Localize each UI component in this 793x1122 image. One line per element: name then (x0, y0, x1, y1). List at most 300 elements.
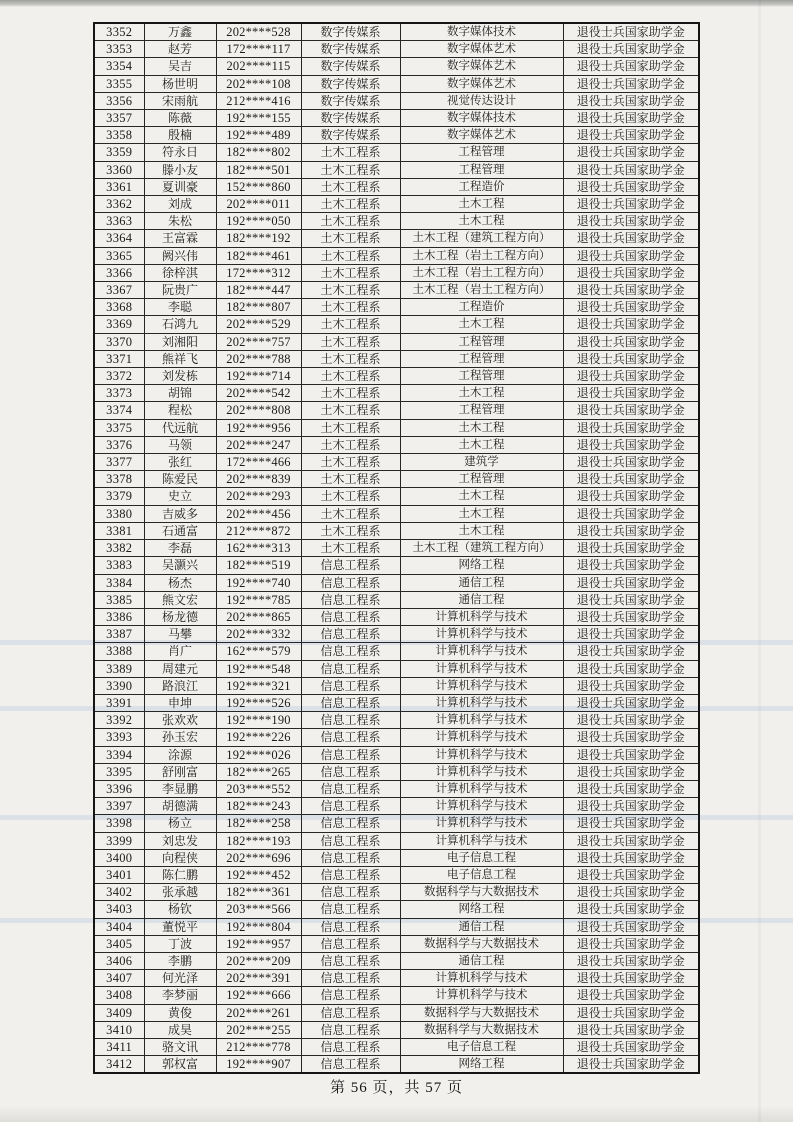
cell-name: 熊祥飞 (144, 350, 216, 367)
cell-no: 3389 (94, 660, 144, 677)
cell-major: 数据科学与大数据技术 (400, 935, 563, 952)
cell-major: 数据科学与大数据技术 (400, 1021, 563, 1038)
cell-dept: 信息工程系 (301, 557, 400, 574)
cell-sid: 192****956 (216, 419, 301, 436)
cell-dept: 土木工程系 (301, 264, 400, 281)
page-footer: 第 56 页，共 57 页 (329, 1080, 463, 1096)
cell-major: 计算机科学与技术 (400, 712, 563, 729)
table-row (94, 798, 699, 815)
cell-major: 计算机科学与技术 (400, 694, 563, 711)
cell-major: 土木工程（建筑工程方向） (400, 230, 563, 247)
cell-sid: 202****542 (216, 385, 301, 402)
cell-sid: 202****456 (216, 505, 301, 522)
table-row (94, 161, 699, 178)
table-row (94, 316, 699, 333)
table-row (94, 196, 699, 213)
cell-aid: 退役士兵国家助学金 (563, 935, 699, 952)
cell-name: 石鸿九 (144, 316, 216, 333)
cell-name: 申坤 (144, 694, 216, 711)
cell-major: 建筑学 (400, 454, 563, 471)
cell-no: 3397 (94, 798, 144, 815)
table-row (94, 987, 699, 1004)
cell-major: 电子信息工程 (400, 866, 563, 883)
cell-major: 工程造价 (400, 178, 563, 195)
table-row (94, 75, 699, 92)
cell-dept: 信息工程系 (301, 832, 400, 849)
table-row (94, 866, 699, 883)
table-row (94, 952, 699, 969)
cell-major: 通信工程 (400, 591, 563, 608)
cell-aid: 退役士兵国家助学金 (563, 712, 699, 729)
cell-dept: 土木工程系 (301, 213, 400, 230)
cell-aid: 退役士兵国家助学金 (563, 299, 699, 316)
cell-name: 李聪 (144, 299, 216, 316)
cell-sid: 182****447 (216, 282, 301, 299)
cell-no: 3394 (94, 746, 144, 763)
cell-sid: 182****802 (216, 144, 301, 161)
cell-sid: 202****247 (216, 436, 301, 453)
cell-name: 殷楠 (144, 127, 216, 144)
cell-aid: 退役士兵国家助学金 (563, 849, 699, 866)
cell-sid: 182****243 (216, 798, 301, 815)
cell-dept: 信息工程系 (301, 901, 400, 918)
cell-dept: 土木工程系 (301, 419, 400, 436)
table-row (94, 591, 699, 608)
cell-aid: 退役士兵国家助学金 (563, 626, 699, 643)
cell-no: 3403 (94, 901, 144, 918)
cell-sid: 192****548 (216, 660, 301, 677)
cell-sid: 192****740 (216, 574, 301, 591)
cell-sid: 203****566 (216, 901, 301, 918)
cell-aid: 退役士兵国家助学金 (563, 918, 699, 935)
cell-dept: 信息工程系 (301, 729, 400, 746)
cell-sid: 202****332 (216, 626, 301, 643)
table-row (94, 540, 699, 557)
cell-aid: 退役士兵国家助学金 (563, 264, 699, 281)
table-row (94, 574, 699, 591)
cell-no: 3368 (94, 299, 144, 316)
cell-dept: 土木工程系 (301, 436, 400, 453)
cell-aid: 退役士兵国家助学金 (563, 660, 699, 677)
cell-dept: 数字传媒系 (301, 41, 400, 58)
cell-aid: 退役士兵国家助学金 (563, 471, 699, 488)
cell-name: 朱松 (144, 213, 216, 230)
cell-sid: 172****312 (216, 264, 301, 281)
cell-dept: 信息工程系 (301, 608, 400, 625)
cell-sid: 182****807 (216, 299, 301, 316)
cell-sid: 202****696 (216, 849, 301, 866)
cell-sid: 162****313 (216, 540, 301, 557)
cell-sid: 172****466 (216, 454, 301, 471)
cell-aid: 退役士兵国家助学金 (563, 488, 699, 505)
cell-no: 3374 (94, 402, 144, 419)
cell-dept: 信息工程系 (301, 626, 400, 643)
cell-no: 3370 (94, 333, 144, 350)
cell-dept: 信息工程系 (301, 746, 400, 763)
cell-no: 3409 (94, 1004, 144, 1021)
cell-sid: 182****361 (216, 884, 301, 901)
cell-major: 计算机科学与技术 (400, 660, 563, 677)
cell-aid: 退役士兵国家助学金 (563, 92, 699, 109)
cell-no: 3410 (94, 1021, 144, 1038)
table-row (94, 402, 699, 419)
cell-major: 数字媒体艺术 (400, 41, 563, 58)
cell-major: 数字媒体技术 (400, 23, 563, 41)
cell-aid: 退役士兵国家助学金 (563, 316, 699, 333)
cell-major: 工程管理 (400, 144, 563, 161)
cell-aid: 退役士兵国家助学金 (563, 23, 699, 41)
cell-name: 吴灏兴 (144, 557, 216, 574)
cell-dept: 土木工程系 (301, 333, 400, 350)
cell-sid: 202****115 (216, 58, 301, 75)
cell-no: 3380 (94, 505, 144, 522)
cell-name: 夏训豪 (144, 178, 216, 195)
cell-name: 张承越 (144, 884, 216, 901)
cell-sid: 202****293 (216, 488, 301, 505)
cell-major: 土木工程 (400, 385, 563, 402)
table-row (94, 677, 699, 694)
cell-aid: 退役士兵国家助学金 (563, 41, 699, 58)
table-row (94, 488, 699, 505)
cell-no: 3355 (94, 75, 144, 92)
cell-aid: 退役士兵国家助学金 (563, 196, 699, 213)
cell-name: 周建元 (144, 660, 216, 677)
cell-name: 杨世明 (144, 75, 216, 92)
cell-major: 计算机科学与技术 (400, 626, 563, 643)
table-row (94, 935, 699, 952)
cell-sid: 212****872 (216, 522, 301, 539)
cell-name: 吉威多 (144, 505, 216, 522)
cell-name: 陈爱民 (144, 471, 216, 488)
cell-aid: 退役士兵国家助学金 (563, 419, 699, 436)
cell-no: 3372 (94, 368, 144, 385)
cell-name: 舒刚富 (144, 763, 216, 780)
cell-aid: 退役士兵国家助学金 (563, 901, 699, 918)
cell-sid: 182****192 (216, 230, 301, 247)
cell-name: 李梦丽 (144, 987, 216, 1004)
cell-aid: 退役士兵国家助学金 (563, 987, 699, 1004)
cell-name: 李鹏 (144, 952, 216, 969)
cell-aid: 退役士兵国家助学金 (563, 643, 699, 660)
cell-major: 土木工程 (400, 488, 563, 505)
cell-name: 刘发栋 (144, 368, 216, 385)
cell-name: 徐梓淇 (144, 264, 216, 281)
cell-major: 计算机科学与技术 (400, 832, 563, 849)
table-row (94, 471, 699, 488)
cell-dept: 土木工程系 (301, 368, 400, 385)
cell-sid: 192****785 (216, 591, 301, 608)
cell-no: 3360 (94, 161, 144, 178)
table-row (94, 1021, 699, 1038)
cell-name: 吴吉 (144, 58, 216, 75)
cell-no: 3379 (94, 488, 144, 505)
cell-sid: 192****957 (216, 935, 301, 952)
cell-aid: 退役士兵国家助学金 (563, 832, 699, 849)
cell-no: 3352 (94, 23, 144, 41)
cell-aid: 退役士兵国家助学金 (563, 1004, 699, 1021)
cell-major: 土木工程（岩土工程方向） (400, 282, 563, 299)
cell-dept: 信息工程系 (301, 987, 400, 1004)
cell-name: 史立 (144, 488, 216, 505)
cell-aid: 退役士兵国家助学金 (563, 763, 699, 780)
cell-dept: 信息工程系 (301, 884, 400, 901)
cell-no: 3377 (94, 454, 144, 471)
cell-aid: 退役士兵国家助学金 (563, 333, 699, 350)
table-row (94, 213, 699, 230)
cell-no: 3384 (94, 574, 144, 591)
cell-dept: 土木工程系 (301, 540, 400, 557)
cell-major: 计算机科学与技术 (400, 746, 563, 763)
cell-dept: 土木工程系 (301, 350, 400, 367)
cell-aid: 退役士兵国家助学金 (563, 746, 699, 763)
cell-name: 成昊 (144, 1021, 216, 1038)
cell-sid: 182****258 (216, 815, 301, 832)
cell-no: 3398 (94, 815, 144, 832)
cell-dept: 数字传媒系 (301, 92, 400, 109)
cell-no: 3390 (94, 677, 144, 694)
cell-aid: 退役士兵国家助学金 (563, 677, 699, 694)
cell-dept: 信息工程系 (301, 849, 400, 866)
cell-sid: 212****778 (216, 1038, 301, 1055)
cell-major: 电子信息工程 (400, 1038, 563, 1055)
cell-name: 陈薇 (144, 110, 216, 127)
cell-dept: 数字传媒系 (301, 58, 400, 75)
table-row (94, 712, 699, 729)
cell-dept: 土木工程系 (301, 505, 400, 522)
cell-major: 计算机科学与技术 (400, 798, 563, 815)
cell-major: 工程管理 (400, 471, 563, 488)
cell-name: 阙兴伟 (144, 247, 216, 264)
cell-sid: 192****026 (216, 746, 301, 763)
table-row (94, 436, 699, 453)
cell-aid: 退役士兵国家助学金 (563, 540, 699, 557)
cell-name: 杨龙德 (144, 608, 216, 625)
cell-major: 土木工程 (400, 316, 563, 333)
cell-major: 计算机科学与技术 (400, 643, 563, 660)
cell-aid: 退役士兵国家助学金 (563, 436, 699, 453)
cell-no: 3396 (94, 780, 144, 797)
cell-dept: 数字传媒系 (301, 110, 400, 127)
cell-dept: 土木工程系 (301, 144, 400, 161)
cell-no: 3381 (94, 522, 144, 539)
cell-no: 3408 (94, 987, 144, 1004)
cell-no: 3407 (94, 970, 144, 987)
cell-no: 3382 (94, 540, 144, 557)
cell-major: 工程造价 (400, 299, 563, 316)
cell-dept: 数字传媒系 (301, 127, 400, 144)
table-row (94, 419, 699, 436)
table-row (94, 780, 699, 797)
cell-major: 计算机科学与技术 (400, 815, 563, 832)
cell-no: 3385 (94, 591, 144, 608)
cell-no: 3388 (94, 643, 144, 660)
student-aid-table (93, 22, 700, 1074)
cell-name: 胡德满 (144, 798, 216, 815)
cell-name: 符永日 (144, 144, 216, 161)
cell-sid: 202****261 (216, 1004, 301, 1021)
cell-aid: 退役士兵国家助学金 (563, 574, 699, 591)
table-row (94, 1038, 699, 1055)
cell-major: 计算机科学与技术 (400, 608, 563, 625)
cell-aid: 退役士兵国家助学金 (563, 608, 699, 625)
cell-dept: 信息工程系 (301, 970, 400, 987)
cell-aid: 退役士兵国家助学金 (563, 815, 699, 832)
cell-dept: 土木工程系 (301, 161, 400, 178)
table-row (94, 884, 699, 901)
scan-edge-bottom (0, 1106, 793, 1122)
cell-aid: 退役士兵国家助学金 (563, 505, 699, 522)
cell-aid: 退役士兵国家助学金 (563, 75, 699, 92)
table-row (94, 350, 699, 367)
cell-major: 数字媒体艺术 (400, 58, 563, 75)
cell-aid: 退役士兵国家助学金 (563, 454, 699, 471)
cell-name: 张欢欢 (144, 712, 216, 729)
cell-sid: 192****155 (216, 110, 301, 127)
cell-dept: 信息工程系 (301, 1038, 400, 1055)
table-row (94, 746, 699, 763)
cell-aid: 退役士兵国家助学金 (563, 952, 699, 969)
cell-aid: 退役士兵国家助学金 (563, 144, 699, 161)
cell-major: 计算机科学与技术 (400, 677, 563, 694)
cell-no: 3358 (94, 127, 144, 144)
cell-aid: 退役士兵国家助学金 (563, 230, 699, 247)
cell-dept: 数字传媒系 (301, 23, 400, 41)
cell-no: 3404 (94, 918, 144, 935)
cell-sid: 162****579 (216, 643, 301, 660)
cell-major: 计算机科学与技术 (400, 729, 563, 746)
cell-major: 数字媒体技术 (400, 110, 563, 127)
scan-edge-top (0, 0, 793, 7)
table-row (94, 505, 699, 522)
cell-dept: 信息工程系 (301, 677, 400, 694)
table-row (94, 1004, 699, 1021)
cell-name: 杨杰 (144, 574, 216, 591)
cell-name: 马攀 (144, 626, 216, 643)
cell-sid: 182****193 (216, 832, 301, 849)
cell-name: 骆文讯 (144, 1038, 216, 1055)
cell-aid: 退役士兵国家助学金 (563, 694, 699, 711)
cell-aid: 退役士兵国家助学金 (563, 213, 699, 230)
cell-aid: 退役士兵国家助学金 (563, 110, 699, 127)
table-row (94, 729, 699, 746)
cell-aid: 退役士兵国家助学金 (563, 866, 699, 883)
cell-major: 工程管理 (400, 161, 563, 178)
table-row (94, 970, 699, 987)
table-row (94, 694, 699, 711)
cell-aid: 退役士兵国家助学金 (563, 178, 699, 195)
cell-name: 孙玉宏 (144, 729, 216, 746)
cell-sid: 202****788 (216, 350, 301, 367)
cell-sid: 192****907 (216, 1056, 301, 1074)
scan-edge-right (758, 0, 761, 1122)
table-row (94, 58, 699, 75)
cell-aid: 退役士兵国家助学金 (563, 557, 699, 574)
cell-sid: 192****050 (216, 213, 301, 230)
cell-major: 数字媒体艺术 (400, 75, 563, 92)
table-row (94, 110, 699, 127)
cell-major: 工程管理 (400, 402, 563, 419)
cell-sid: 192****526 (216, 694, 301, 711)
cell-name: 熊文宏 (144, 591, 216, 608)
cell-name: 石通富 (144, 522, 216, 539)
cell-major: 计算机科学与技术 (400, 987, 563, 1004)
cell-sid: 192****489 (216, 127, 301, 144)
cell-aid: 退役士兵国家助学金 (563, 522, 699, 539)
cell-aid: 退役士兵国家助学金 (563, 127, 699, 144)
cell-sid: 192****666 (216, 987, 301, 1004)
student-aid-table-body (94, 23, 699, 1073)
cell-dept: 土木工程系 (301, 282, 400, 299)
cell-dept: 土木工程系 (301, 230, 400, 247)
cell-dept: 信息工程系 (301, 574, 400, 591)
cell-no: 3354 (94, 58, 144, 75)
cell-dept: 信息工程系 (301, 591, 400, 608)
table-row (94, 299, 699, 316)
cell-no: 3364 (94, 230, 144, 247)
cell-major: 数据科学与大数据技术 (400, 884, 563, 901)
table-row (94, 660, 699, 677)
cell-major: 计算机科学与技术 (400, 970, 563, 987)
cell-major: 网络工程 (400, 1056, 563, 1074)
cell-name: 程松 (144, 402, 216, 419)
cell-major: 土木工程 (400, 505, 563, 522)
table-row (94, 901, 699, 918)
cell-dept: 土木工程系 (301, 316, 400, 333)
cell-name: 丁波 (144, 935, 216, 952)
cell-dept: 信息工程系 (301, 1004, 400, 1021)
cell-major: 土木工程（岩土工程方向） (400, 247, 563, 264)
table-row (94, 1056, 699, 1074)
table-row (94, 918, 699, 935)
cell-name: 刘湘阳 (144, 333, 216, 350)
cell-aid: 退役士兵国家助学金 (563, 282, 699, 299)
cell-major: 网络工程 (400, 901, 563, 918)
cell-dept: 信息工程系 (301, 1056, 400, 1074)
cell-major: 计算机科学与技术 (400, 763, 563, 780)
cell-no: 3387 (94, 626, 144, 643)
cell-no: 3362 (94, 196, 144, 213)
cell-sid: 202****528 (216, 23, 301, 41)
cell-no: 3373 (94, 385, 144, 402)
cell-aid: 退役士兵国家助学金 (563, 161, 699, 178)
cell-sid: 192****452 (216, 866, 301, 883)
cell-sid: 202****209 (216, 952, 301, 969)
cell-sid: 182****461 (216, 247, 301, 264)
cell-aid: 退役士兵国家助学金 (563, 884, 699, 901)
table-row (94, 282, 699, 299)
cell-dept: 土木工程系 (301, 402, 400, 419)
cell-name: 滕小友 (144, 161, 216, 178)
cell-no: 3400 (94, 849, 144, 866)
cell-aid: 退役士兵国家助学金 (563, 58, 699, 75)
cell-dept: 土木工程系 (301, 196, 400, 213)
cell-dept: 信息工程系 (301, 712, 400, 729)
table-row (94, 333, 699, 350)
cell-name: 李显鹏 (144, 780, 216, 797)
cell-no: 3365 (94, 247, 144, 264)
table-row (94, 643, 699, 660)
table-row (94, 368, 699, 385)
table-row (94, 41, 699, 58)
cell-major: 土木工程（岩土工程方向） (400, 264, 563, 281)
cell-no: 3386 (94, 608, 144, 625)
cell-major: 数字媒体艺术 (400, 127, 563, 144)
cell-no: 3367 (94, 282, 144, 299)
cell-major: 土木工程 (400, 196, 563, 213)
cell-sid: 192****804 (216, 918, 301, 935)
cell-name: 杨钦 (144, 901, 216, 918)
cell-aid: 退役士兵国家助学金 (563, 247, 699, 264)
